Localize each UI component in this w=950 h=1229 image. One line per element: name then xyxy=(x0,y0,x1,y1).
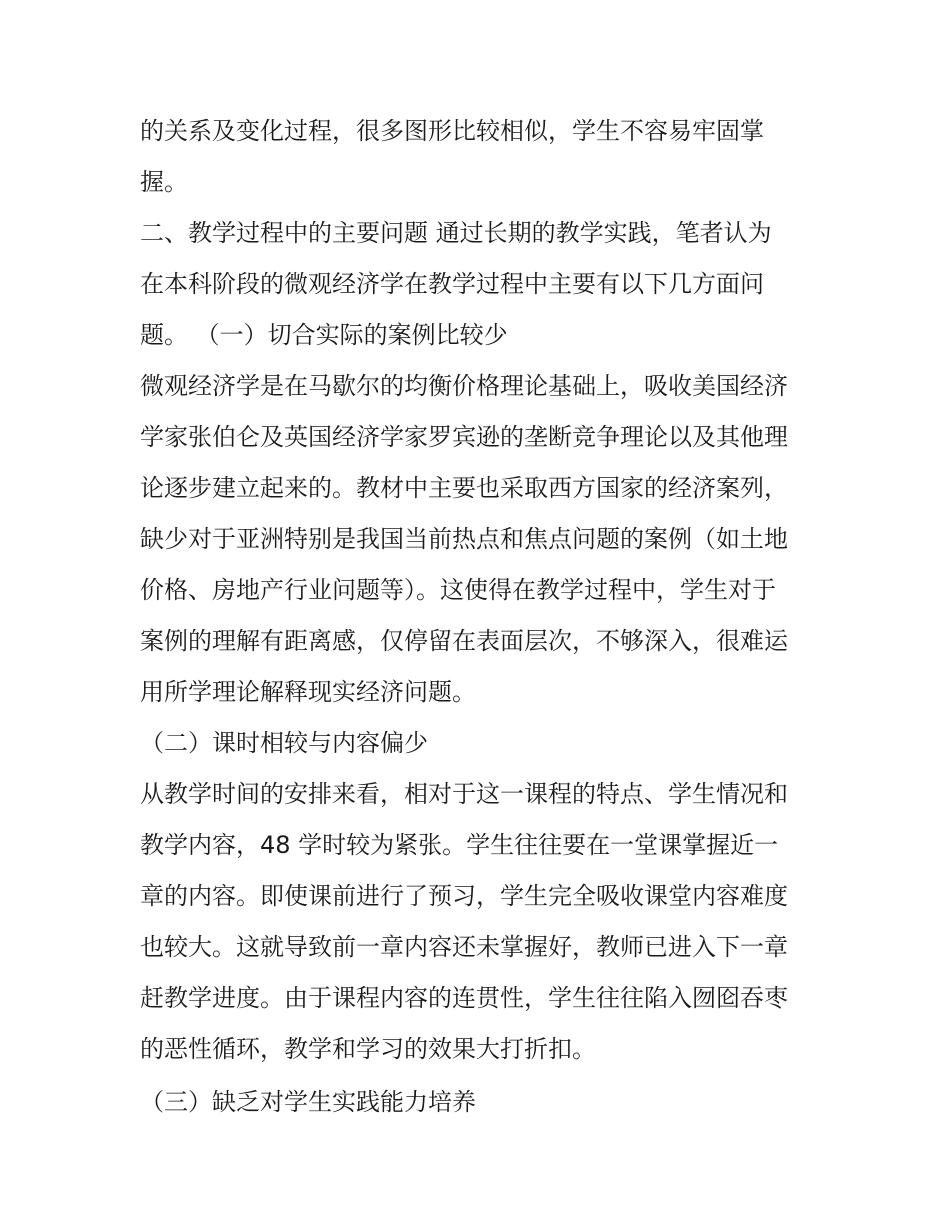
text-line: 案例的理解有距离感，仅停留在表面层次，不够深入，很难运 xyxy=(140,627,788,655)
subsection-heading: （二）课时相较与内容偏少 xyxy=(140,729,428,757)
subsection-heading-line: 题。 （一）切合实际的案例比较少 xyxy=(140,321,508,349)
text-line: 握。 xyxy=(140,168,188,196)
subsection-heading: （三）缺乏对学生实践能力培养 xyxy=(140,1088,476,1116)
text-line: 学家张伯仑及英国经济学家罗宾逊的垄断竞争理论以及其他理 xyxy=(140,423,788,451)
section-heading-line: 二、教学过程中的主要问题 通过长期的教学实践，笔者认为 xyxy=(140,219,772,247)
text-line: 用所学理论解释现实经济问题。 xyxy=(140,678,476,706)
text-line: 价格、房地产行业问题等）。这使得在教学过程中，学生对于 xyxy=(140,576,776,604)
text-line: 赶教学进度。由于课程内容的连贯性，学生往往陷入囫囵吞枣 xyxy=(140,984,788,1012)
text-line: 论逐步建立起来的。教材中主要也采取西方国家的经济案列， xyxy=(140,474,788,502)
text-line: 的恶性循环，教学和学习的效果大打折扣。 xyxy=(140,1035,596,1063)
text-line: 教学内容，48 学时较为紧张。学生往往要在一堂课掌握近一 xyxy=(140,831,779,859)
text-line: 章的内容。即使课前进行了预习，学生完全吸收课堂内容难度 xyxy=(140,882,788,910)
document-body xyxy=(140,106,820,1128)
text-line: 缺少对于亚洲特别是我国当前热点和焦点问题的案例（如土地 xyxy=(140,525,788,553)
text-line: 也较大。这就导致前一章内容还未掌握好，教师已进入下一章 xyxy=(140,933,788,961)
text-line: 微观经济学是在马歇尔的均衡价格理论基础上，吸收美国经济 xyxy=(140,372,788,400)
text-line: 从教学时间的安排来看，相对于这一课程的特点、学生情况和 xyxy=(140,780,788,808)
text-line: 的关系及变化过程，很多图形比较相似，学生不容易牢固掌 xyxy=(140,117,764,145)
text-line: 在本科阶段的微观经济学在教学过程中主要有以下几方面问 xyxy=(140,270,764,298)
